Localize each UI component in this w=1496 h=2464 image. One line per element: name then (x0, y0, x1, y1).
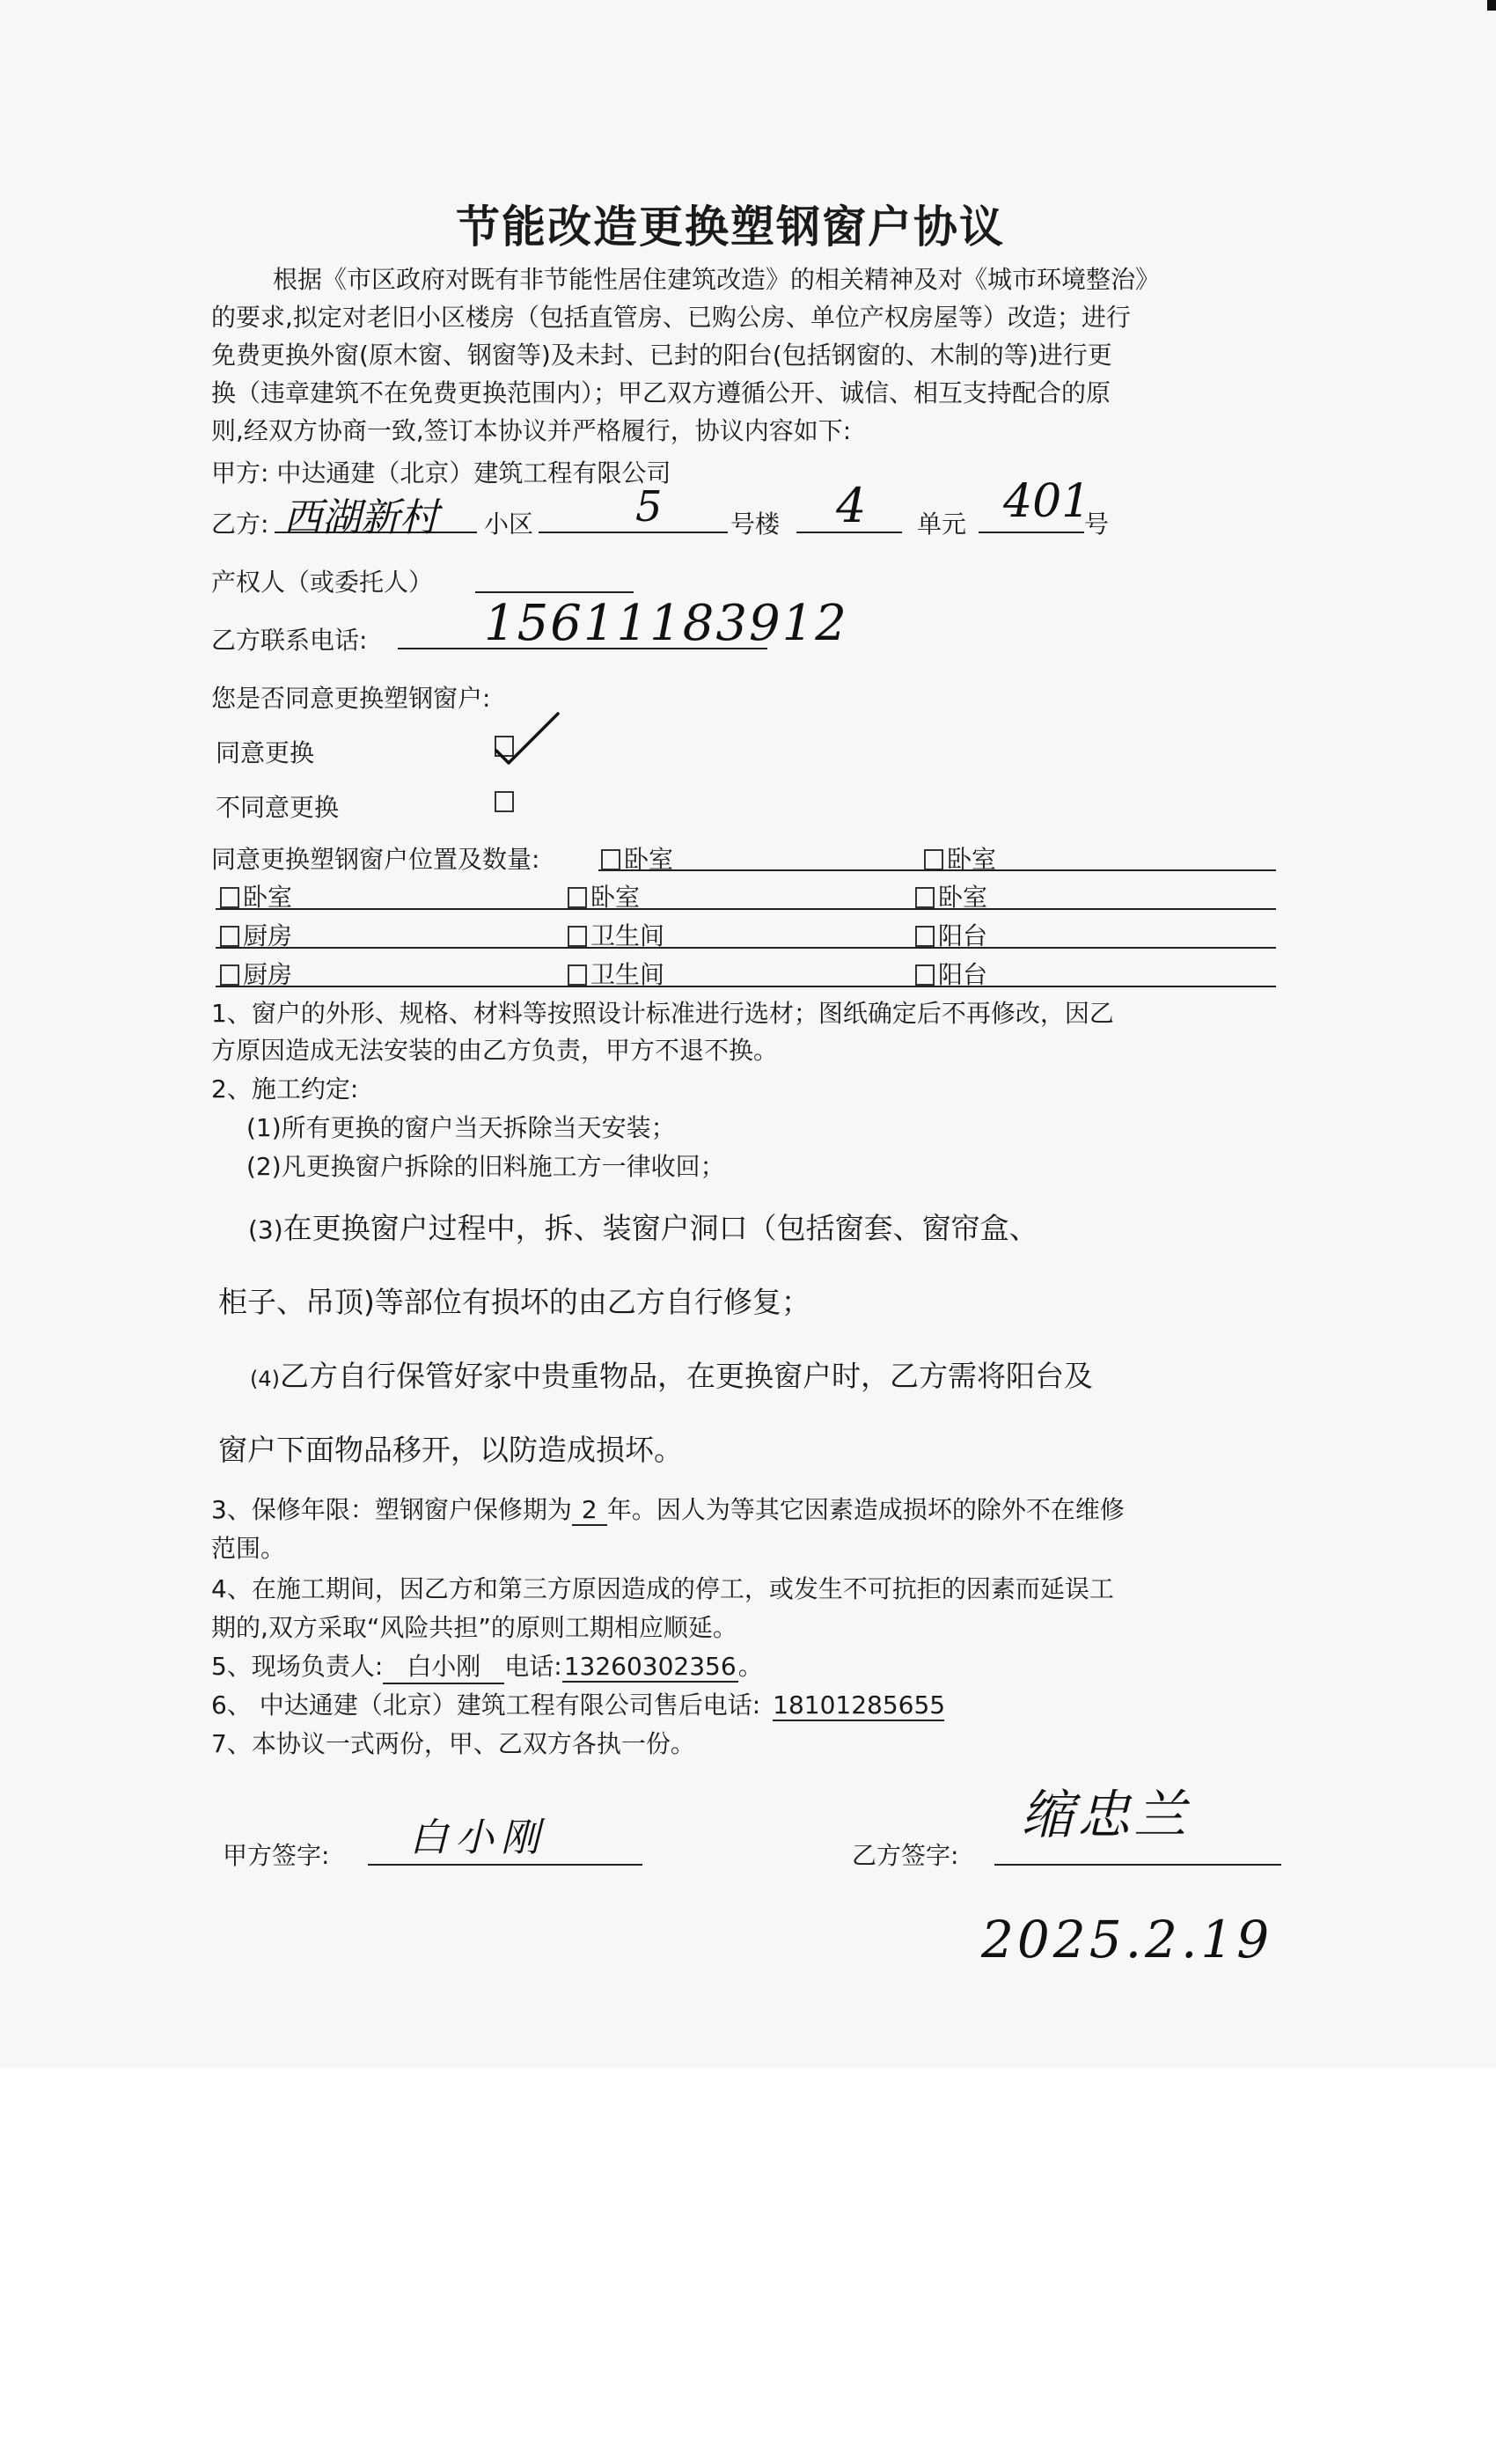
phone-handwritten: 15611183912 (484, 595, 848, 652)
party-a-sign-label: 甲方签字: (223, 1841, 330, 1870)
community-suffix: 小区 (484, 510, 534, 539)
position-item[interactable]: 阳台 (915, 917, 987, 952)
party-b-sign-label: 乙方签字: (852, 1841, 959, 1870)
clause-4-line-2: 期的,双方采取“风险共担”的原则工期相应顺延。 (211, 1613, 737, 1642)
intro-line-4: 换（违章建筑不在免费更换范围内）；甲乙双方遵循公开、诚信、相互支持配合的原 (211, 378, 1111, 407)
intro-line-5: 则,经双方协商一致,签订本协议并严格履行，协议内容如下: (211, 416, 852, 445)
party-b-sign-line (994, 1864, 1281, 1866)
party-a-signature: 白小刚 (409, 1815, 546, 1860)
clause-2-3-line-2: 柜子、吊顶)等部位有损坏的由乙方自行修复； (218, 1285, 810, 1319)
clause-2-4-line-2: 窗户下面物品移开，以防造成损坏。 (218, 1433, 683, 1467)
clause-7: 7、本协议一式两份，甲、乙双方各执一份。 (211, 1729, 695, 1758)
position-item[interactable]: 卫生间 (568, 917, 664, 952)
room-underline (979, 532, 1084, 533)
position-item[interactable]: 厨房 (220, 917, 292, 952)
intro-line-1: 根据《市区政府对既有非节能性居住建筑改造》的相关精神及对《城市环境整治》 (273, 265, 1161, 294)
row-line (598, 869, 1276, 871)
phone-label: 乙方联系电话: (211, 626, 368, 655)
clause-2-4-line-1: (4)乙方自行保管好家中贵重物品，在更换窗户时，乙方需将阳台及 (250, 1359, 1093, 1393)
consent-question: 您是否同意更换塑钢窗户: (211, 684, 491, 713)
disagree-checkbox[interactable] (495, 791, 514, 812)
clause-2-1: (1)所有更换的窗户当天拆除当天安装； (246, 1113, 676, 1142)
row-line (216, 947, 1276, 949)
room-handwritten: 401 (1003, 475, 1091, 528)
clause-4-line-1: 4、在施工期间，因乙方和第三方原因造成的停工，或发生不可抗拒的因素而延误工 (211, 1574, 1114, 1603)
positions-label: 同意更换塑钢窗户位置及数量: (211, 845, 540, 874)
owner-underline (475, 591, 634, 593)
position-item[interactable]: 卧室 (220, 878, 292, 913)
unit-handwritten: 4 (836, 478, 867, 533)
position-item[interactable]: 卫生间 (568, 956, 664, 991)
party-a-sign-line (368, 1864, 642, 1866)
building-handwritten: 5 (635, 482, 663, 532)
position-item[interactable]: 厨房 (220, 956, 292, 991)
party-a-line: 甲方: 中达通建（北京）建筑工程有限公司 (211, 458, 671, 488)
scan-edge-mark (1487, 0, 1496, 11)
clause-6: 6、 中达通建（北京）建筑工程有限公司售后电话: 18101285655 (211, 1690, 946, 1720)
unit-suffix: 单元 (917, 510, 967, 539)
position-item[interactable]: 卧室 (601, 840, 673, 876)
disagree-label: 不同意更换 (216, 793, 340, 822)
clause-2: 2、施工约定: (211, 1074, 359, 1104)
room-suffix: 号 (1084, 510, 1110, 539)
agree-label: 同意更换 (216, 738, 315, 767)
clause-3-line-1: 3、保修年限：塑钢窗户保修期为 2 年。因人为等其它因素造成损坏的除外不在维修 (211, 1495, 1125, 1524)
position-item[interactable]: 阳台 (915, 956, 987, 991)
position-item[interactable]: 卧室 (568, 878, 640, 913)
document-title: 节能改造更换塑钢窗户协议 (456, 202, 1005, 253)
community-handwritten: 西湖新村 (283, 495, 438, 540)
signing-date: 2025.2.19 (981, 1910, 1273, 1969)
clause-1-line-1: 1、窗户的外形、规格、材料等按照设计标准进行选材；图纸确定后不再修改，因乙 (211, 999, 1114, 1028)
clause-2-2: (2)凡更换窗户拆除的旧料施工方一律收回； (246, 1152, 725, 1181)
intro-line-2: 的要求,拟定对老旧小区楼房（包括直管房、已购公房、单位产权房屋等）改造；进行 (211, 303, 1131, 332)
intro-line-3: 免费更换外窗(原木窗、钢窗等)及未封、已封的阳台(包括钢窗的、木制的等)进行更 (211, 341, 1112, 370)
clause-1-line-2: 方原因造成无法安装的由乙方负责，甲方不退不换。 (211, 1036, 779, 1065)
clause-5: 5、现场负责人: 白小刚 电话:13260302356。 (211, 1647, 763, 1684)
position-item[interactable]: 卧室 (915, 878, 987, 913)
clause-2-3-line-1: (3)在更换窗户过程中，拆、装窗户洞口（包括窗套、窗帘盒、 (248, 1211, 1038, 1245)
owner-label: 产权人（或委托人） (211, 568, 434, 597)
party-b-label: 乙方: (211, 510, 269, 539)
checkmark-icon (493, 708, 563, 770)
row-line (216, 986, 1276, 987)
building-underline (539, 532, 728, 533)
clause-3-line-2: 范围。 (211, 1534, 286, 1563)
party-b-signature: 缩忠兰 (1021, 1785, 1190, 1846)
building-suffix: 号楼 (730, 510, 781, 539)
row-line (216, 908, 1276, 910)
position-item[interactable]: 卧室 (924, 840, 996, 876)
